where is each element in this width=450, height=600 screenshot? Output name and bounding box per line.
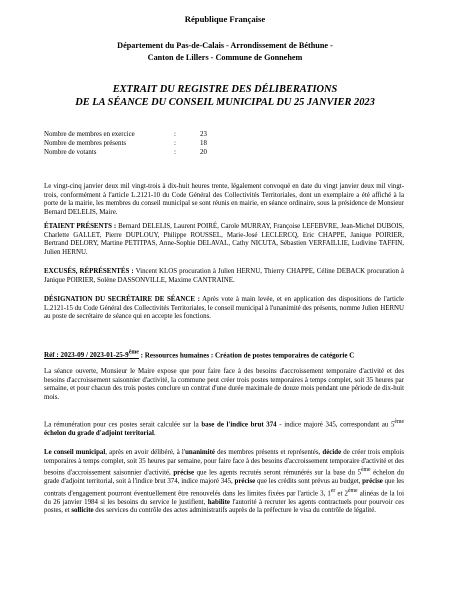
decision-sup: ème [360,467,371,474]
decision-text: que les agents recrutés seront rémunérés sur la base du 5 [194,469,361,477]
decision-bold: habilite [207,498,230,506]
present-text: Bernard DELELIS, Laurent POIRÉ, Carole MURRAY, Françoise LEFEBVRE, Jean-Michel DUBOIS, Charlette GALLET, Pierre DUPLOUY, Philippe ROUSSEL, Marie-José LECLERCQ, Eric CHAPPE, Janique POIRIER, Bertrand DELORY, Martine PETITPAS, Anne-Sophie DELAVAL, Cathy NICUTA, Sébastien VERFAILLIE, Ludivine TAFFIN, Julien HERNU. [44,223,404,256]
members-row [44,130,220,139]
pay-grade: échelon du grade d'adjoint territorial [44,429,154,437]
department-heading [0,40,450,64]
reference-sup: ème [128,350,139,356]
excused-text: Vincent KLOS procuration à Julien HERNU, Thierry CHAPPE, Céline DEBACK procuration à Janique POIRIER, Solène DASSONVILLE, Maxime CANTRAINE. [44,268,404,284]
decision-sup: er [330,487,336,494]
secretary-paragraph [44,296,404,322]
decision-bold: Le conseil municipal [44,449,106,456]
decision-text: des services du contrôle des actes administratifs auprès de la préfecture le visa du contrôle de légalité. [93,507,376,515]
title-line-1: EXTRAIT DU REGISTRE DES DÉLIBERATIONS [112,84,338,95]
title-line-2: DE LA SÉANCE DU CONSEIL MUNICIPAL DU 25 JANVIER 2023 [75,97,375,108]
decision-text: des membres présents et représentés, [214,449,323,456]
decision-bold: précise [234,478,256,486]
decision-bold: décide [322,449,342,456]
decision-text: alinéas de la loi du 26 janvier 1984 si les besoins du service le justifient, [44,489,405,506]
decision-bold: précise [173,469,195,477]
pay-text: La rémunération pour ces postes serait calculée sur la [44,421,202,429]
council-decision-paragraph [44,449,404,516]
reference-number [44,351,139,359]
members-row [44,148,220,157]
decision-bold: précise [362,478,383,486]
decision-text: que les crédits sont prévus au budget, [255,478,363,486]
members-sep: : [174,131,176,138]
secretary-label: DÉSIGNATION DU SECRÉTAIRE DE SÉANCE : [44,296,200,303]
present-label: ÉTAIENT PRÉSENTS : [44,223,117,230]
decision-text: que les contrats d'engagement pourront éventuellement être renouvelés dans les limites fixées par l'article 3, 1 [44,478,404,497]
pay-text: - indice majoré 345, correspondant au 5 [276,421,395,429]
members-sep: : [174,140,176,147]
members-value: 20 [200,149,207,156]
republic-heading: République Française [184,14,266,24]
secretary-text: Après vote à main levée, et en application des dispositions de l'article L.2121-15 du Code Général des Collectivités Territoriales, le conseil municipal à l'unanimité des présents, nomme Julien HERNU au poste de secrétaire de séance qui en accepte les fonctions. [44,296,404,321]
decision-sup: ème [348,487,358,494]
reference-id: Réf : 2023-09 / 2023-01-25-9 [44,351,129,360]
members-value: 23 [200,131,207,138]
members-label: Nombre de membres présents [44,140,127,147]
intro-paragraph: Le vingt-cinq janvier deux mil vingt-trois à dix-huit heures trente, légalement convoqué en date du vingt janvier deux mil vingt-trois, conformément à l'article L.2121-10 du Code Général des Collectivités Territoriales, dont un exemplaire a été affiché à la porte de la mairie, les membres du conseil municipal se sont réunis en mairie, en séance ordinaire, sous la présidence de Monsieur Bernard DELELIS, Maire. [44,183,404,216]
members-value: 18 [200,140,207,147]
decision-text: et 2 [335,489,348,497]
pay-sup: ème [394,419,404,425]
reference-subject: : Ressources humaines : Création de postes temporaires de catégorie C [138,351,355,360]
excused-label: EXCUSÉS, RÉPRÉSENTÉS : [44,268,134,275]
deliberation-reference [44,350,404,359]
decision-text: échelon du grade d'adjoint territorial, soit à l'indice brut 374, indice majoré 345, [44,469,404,486]
members-label: Nombre de membres en exercice [44,131,135,138]
members-label: Nombre de votants [44,149,97,156]
document-title [0,83,450,109]
present-paragraph [44,223,404,257]
excused-paragraph [44,268,404,285]
members-count-table [44,130,220,157]
decision-text: , après en avoir délibéré, à l' [105,449,186,456]
department-line-2: Canton de Lillers - Commune de Gonnehem [147,53,303,62]
opening-paragraph: La séance ouverte, Monsieur le Maire expose que pour faire face à des besoins d'accroissement temporaire d'activité et des besoins d'accroissement saisonnier d'activité, la commune peut créer trois postes temporaires à temps complet, soit 35 heures par semaine, et pour chacun des trois postes conclure un contrat d'une durée maximale de douze mois pendant une période de dix-huit mois. [44,368,404,401]
decision-bold: unanimité [185,449,215,456]
members-row [44,139,220,148]
decision-text: de créer trois emplois temporaires à temps complet, soit 35 heures par semaine, pour faire face à des besoins d'accroissement temporaire d'activité et des besoins d'accroissement saisonnier d'activité, [44,449,404,477]
pay-index: base de l'indice brut 374 [201,421,277,429]
pay-text: . [153,429,156,437]
department-line-1: Département du Pas-de-Calais - Arrondissement de Béthune - [117,41,333,50]
decision-bold: sollicite [71,507,94,515]
pay-paragraph [44,418,404,438]
members-sep: : [174,149,176,156]
decision-text: l'autorité à recruter les agents contractuels pour pourvoir ces postes, et [44,498,404,515]
